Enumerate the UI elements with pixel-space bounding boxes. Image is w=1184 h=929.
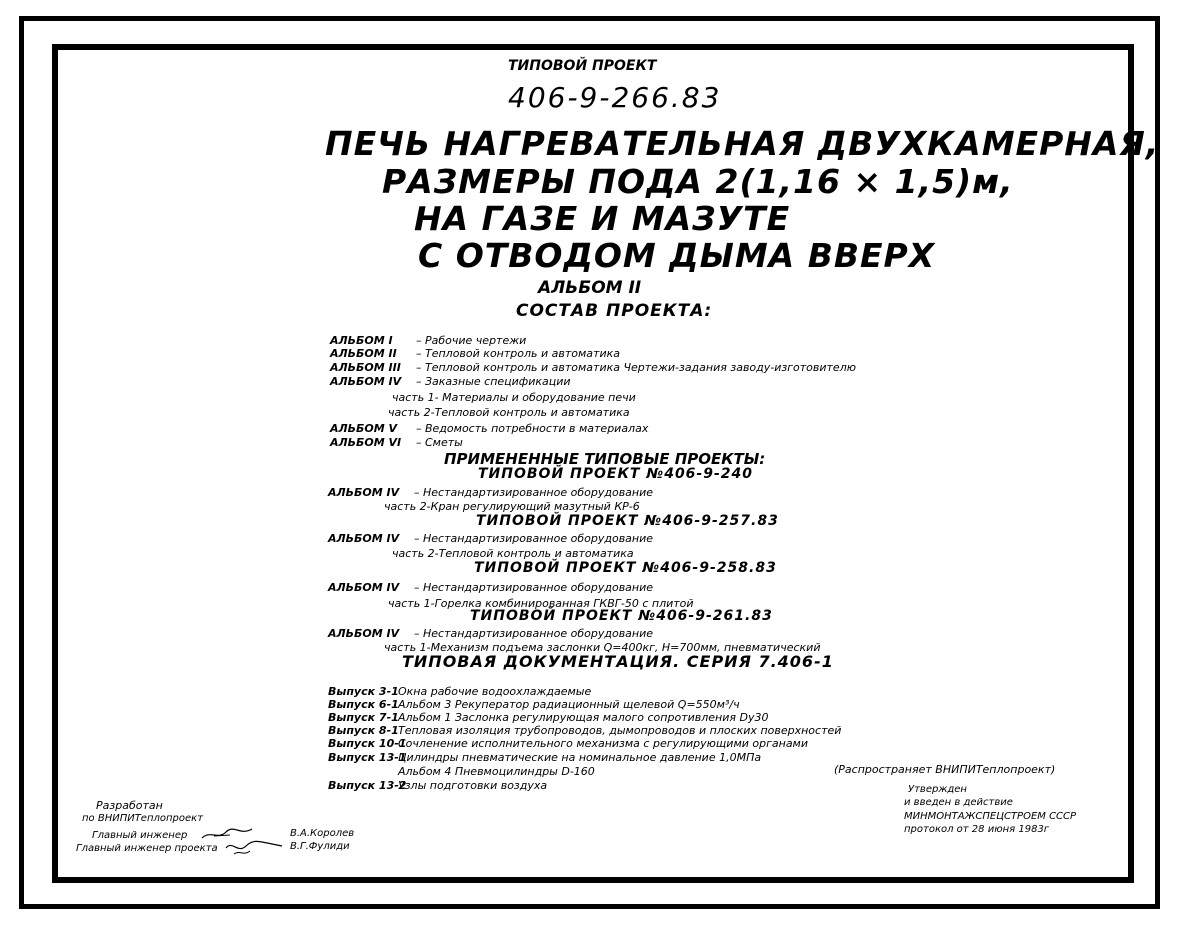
album-label: АЛЬБОМ IV (328, 627, 400, 640)
developer-line-1: Разработан (96, 799, 163, 812)
issue-text: Узлы подготовки воздуха (398, 779, 548, 792)
chief-project-signature (224, 838, 284, 858)
issue-label: Выпуск 10-1 (328, 737, 407, 750)
composition-item-label: АЛЬБОМ II (330, 347, 397, 360)
applied-project-album (328, 582, 653, 593)
composition-item-text: – Рабочие чертежи (416, 334, 527, 347)
issue-label: Выпуск 13-2 (328, 779, 407, 792)
chief-engineer-label: Главный инженер (92, 830, 188, 841)
issue-label: Выпуск 6-1 (328, 698, 399, 711)
issue-row (328, 686, 591, 697)
protocol-label: протокол от 28 июня 1983г (904, 824, 1050, 835)
chief-engineer-name: В.А.Королев (290, 828, 355, 839)
applied-project-album (328, 628, 653, 639)
applied-project-title: ТИПОВОЙ ПРОЕКТ №406-9-257.83 (476, 513, 779, 529)
album-label: АЛЬБОМ IV (328, 532, 400, 545)
type-label: ТИПОВОЙ ПРОЕКТ (508, 58, 657, 74)
album-text: – Нестандартизированное оборудование (414, 486, 654, 499)
album-label: АЛЬБОМ IV (328, 486, 400, 499)
ministry-label: МИНМОНТАЖСПЕЦСТРОЕМ СССР (904, 811, 1077, 822)
title-line-4: С ОТВОДОМ ДЫМА ВВЕРХ (418, 236, 936, 275)
applied-project-title: ТИПОВОЙ ПРОЕКТ №406-9-261.83 (470, 608, 773, 624)
issue-text: Тепловая изоляция трубопроводов, дымопроводов и плоских поверхностей (398, 724, 842, 737)
composition-item (330, 437, 463, 448)
composition-item-label: АЛЬБОМ IV (330, 375, 402, 388)
issue-label: Выпуск 7-1 (328, 711, 399, 724)
composition-item-text: – Ведомость потребности в материалах (416, 422, 649, 435)
composition-item-label: АЛЬБОМ I (330, 334, 393, 347)
issue-text: Цилиндры пневматические на номинальное давление 1,0МПа (398, 751, 762, 764)
issue-text: Альбом 4 Пневмоцилиндры D-160 (398, 765, 595, 778)
developer-line-2: по ВНИПИТеплопроект (82, 813, 204, 824)
composition-item (330, 376, 571, 387)
composition-item-label: АЛЬБОМ VI (330, 436, 402, 449)
chief-project-name: В.Г.Фулиди (290, 841, 350, 852)
composition-item (330, 423, 648, 434)
chief-project-label: Главный инженер проекта (76, 843, 218, 854)
issue-row (328, 752, 761, 763)
composition-item-text: – Тепловой контроль и автоматика Чертежи-задания заводу-изготовителю (416, 361, 856, 374)
composition-item (392, 392, 636, 403)
composition-item-label: АЛЬБОМ V (330, 422, 398, 435)
composition-item-text: часть 2-Тепловой контроль и автоматика (388, 406, 630, 419)
title-line-2: РАЗМЕРЫ ПОДА 2(1,16 × 1,5)м, (382, 162, 1014, 201)
album-text: – Нестандартизированное оборудование (414, 581, 654, 594)
issue-row (328, 780, 547, 791)
issue-row (398, 766, 595, 777)
title-line-3: НА ГАЗЕ И МАЗУТЕ (414, 199, 791, 238)
composition-heading: СОСТАВ ПРОЕКТА: (516, 301, 713, 321)
approved-label: Утвержден (908, 784, 967, 795)
album-text: – Нестандартизированное оборудование (414, 627, 654, 640)
applied-project-title: ТИПОВОЙ ПРОЕКТ №406-9-240 (478, 466, 754, 482)
applied-project-part: часть 2-Тепловой контроль и автоматика (392, 547, 634, 560)
issue-row (328, 699, 740, 710)
issue-row (328, 738, 808, 749)
applied-project-part: часть 1-Механизм подъема заслонки Q=400кг, H=700мм, пневматический (384, 641, 821, 654)
applied-project-part: часть 1-Горелка комбинированная ГКВГ-50 с плитой (388, 597, 694, 610)
composition-item (330, 348, 620, 359)
distributor-note: (Распространяет ВНИПИТеплопроект) (834, 763, 1056, 776)
enacted-label: и введен в действие (904, 797, 1013, 808)
album-label: АЛЬБОМ IV (328, 581, 400, 594)
issue-label: Выпуск 3-1 (328, 685, 399, 698)
issue-label: Выпуск 8-1 (328, 724, 399, 737)
issue-text: Окна рабочие водоохлаждаемые (398, 685, 592, 698)
issue-text: Сочленение исполнительного механизма с регулирующими органами (398, 737, 809, 750)
applied-project-part: часть 2-Кран регулирующий мазутный КР-6 (384, 500, 640, 513)
applied-project-album (328, 533, 653, 544)
applied-heading: ПРИМЕНЕННЫЕ ТИПОВЫЕ ПРОЕКТЫ: (444, 450, 766, 468)
composition-item (330, 362, 856, 373)
issue-text: Альбом 1 Заслонка регулирующая малого сопротивления Dу30 (398, 711, 769, 724)
composition-item-text: – Тепловой контроль и автоматика (416, 347, 620, 360)
applied-project-album (328, 487, 653, 498)
album-text: – Нестандартизированное оборудование (414, 532, 654, 545)
applied-project-title: ТИПОВОЙ ПРОЕКТ №406-9-258.83 (474, 560, 777, 576)
composition-item-text: часть 1- Материалы и оборудование печи (392, 391, 636, 404)
documentation-heading: ТИПОВАЯ ДОКУМЕНТАЦИЯ. СЕРИЯ 7.406-1 (402, 652, 834, 671)
composition-item-text: – Сметы (416, 436, 463, 449)
issue-row (328, 725, 841, 736)
issue-text: Альбом 3 Рекуператор радиационный щелевой Q=550м³/ч (398, 698, 740, 711)
issue-label: Выпуск 13-1 (328, 751, 407, 764)
project-number: 406-9-266.83 (508, 81, 722, 114)
title-line-1: ПЕЧЬ НАГРЕВАТЕЛЬНАЯ ДВУХКАМЕРНАЯ, (325, 124, 1160, 163)
composition-item-text: – Заказные спецификации (416, 375, 571, 388)
issue-row (328, 712, 768, 723)
composition-item-label: АЛЬБОМ III (330, 361, 401, 374)
composition-item (330, 335, 526, 346)
album-label: АЛЬБОМ II (538, 278, 642, 298)
composition-item (388, 407, 630, 418)
